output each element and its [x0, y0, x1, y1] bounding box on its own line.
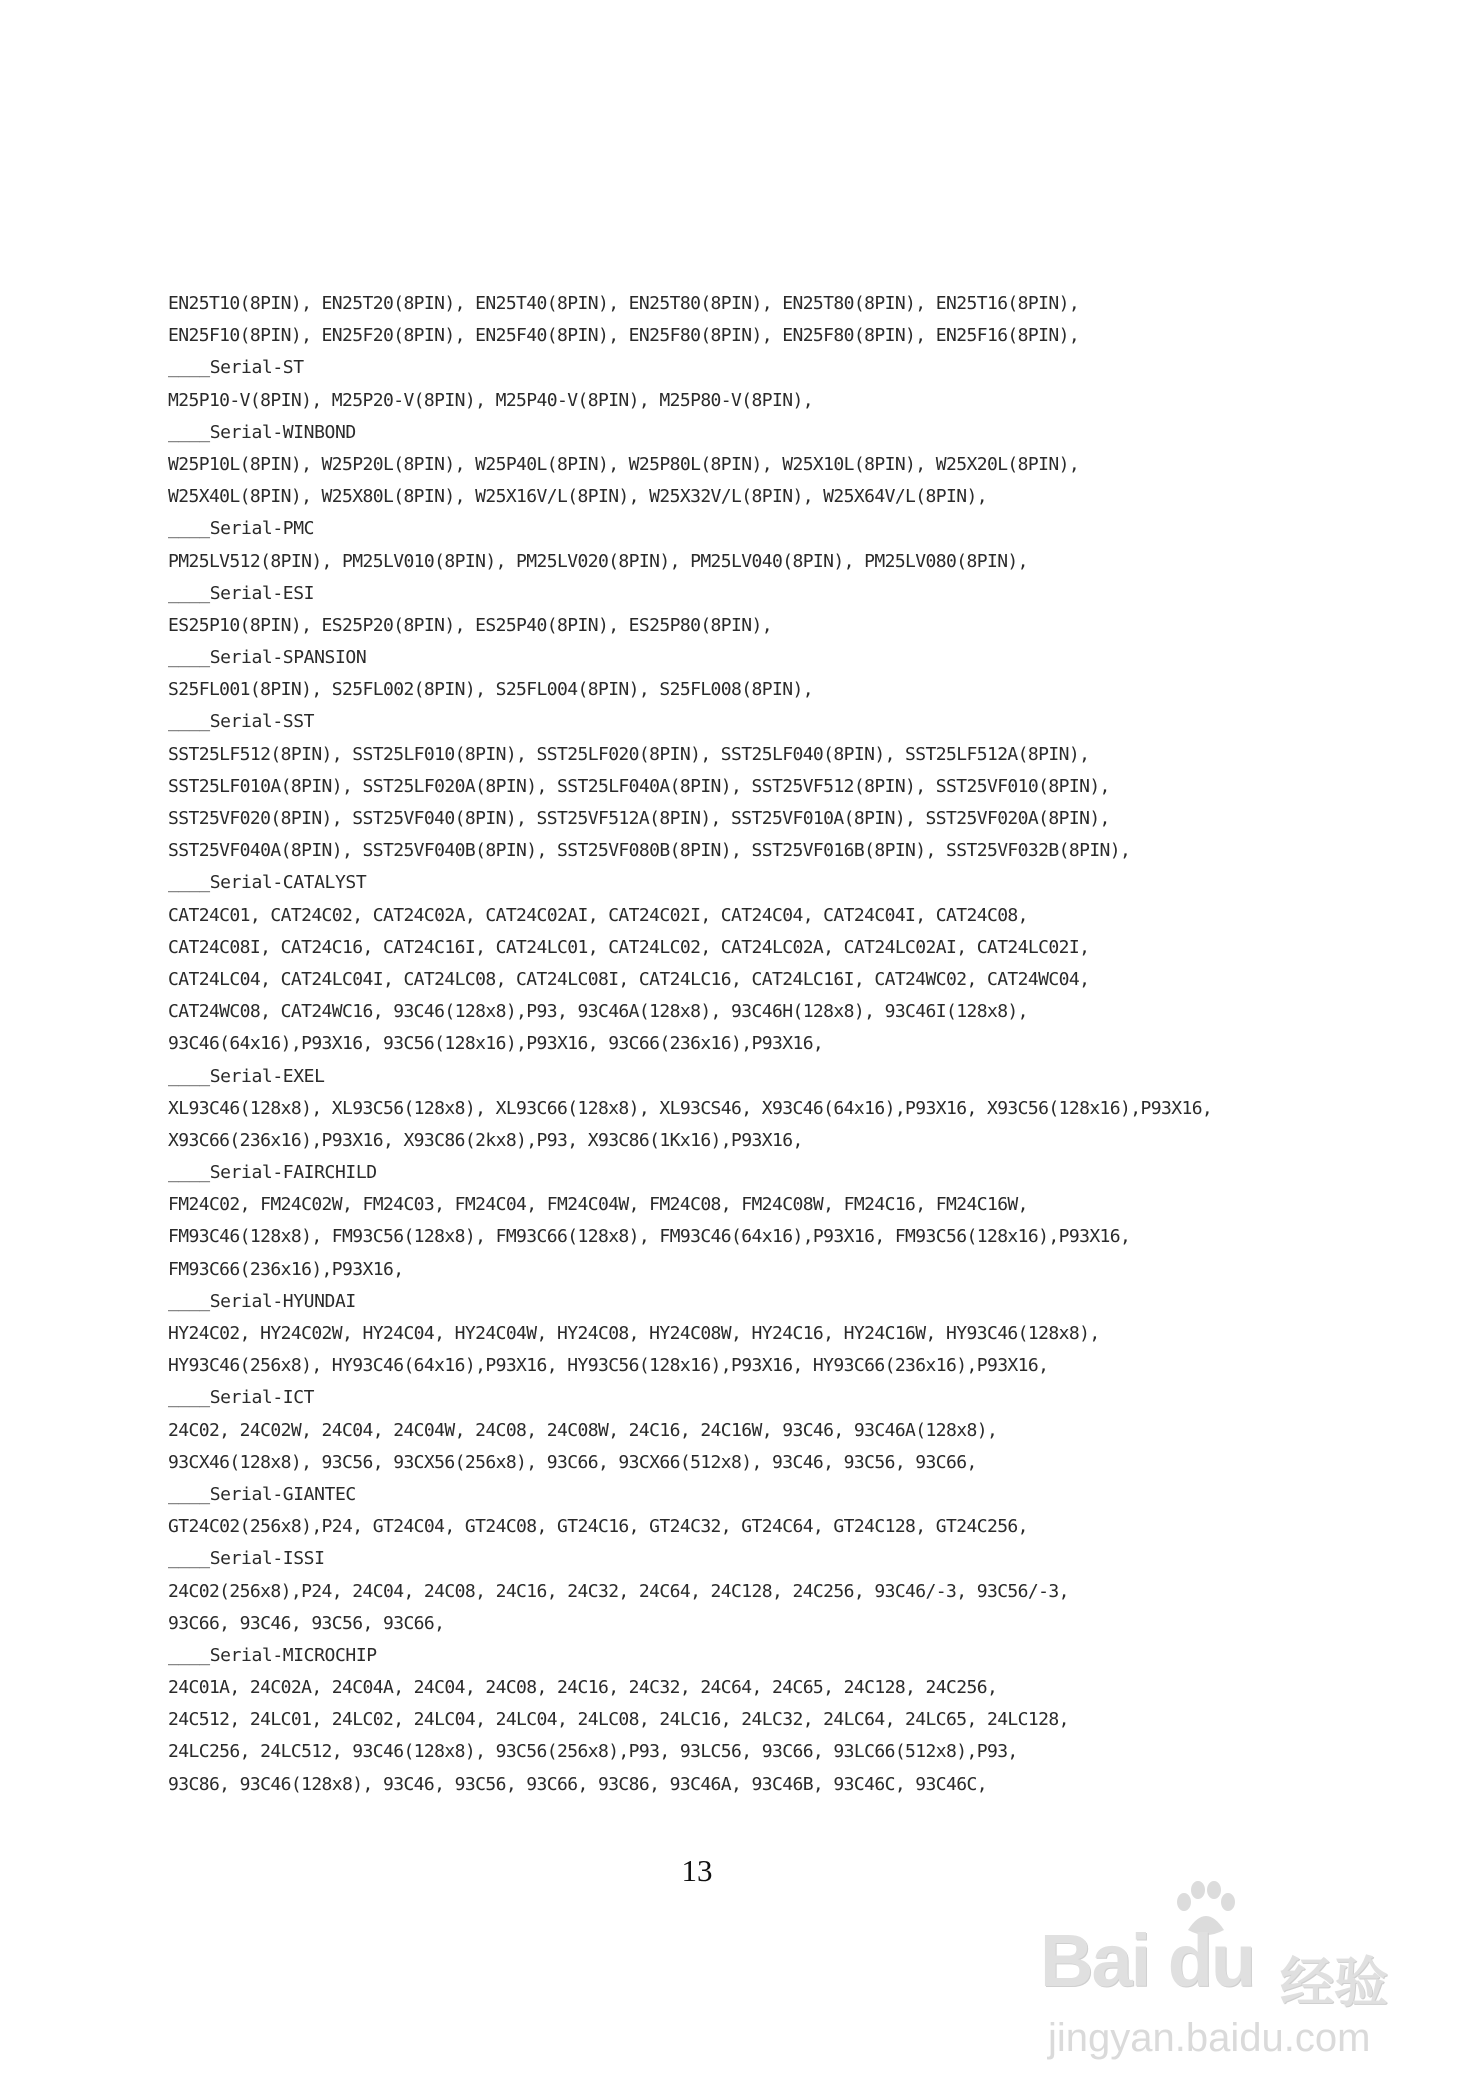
baidu-watermark — [1040, 1880, 1400, 2070]
chip-list-line: EN25T10(8PIN), EN25T20(8PIN), EN25T40(8PIN), EN25T80(8PIN), EN25T80(8PIN), EN25T16(8PIN), — [168, 293, 1080, 314]
watermark-url: jingyan.baidu.com — [1048, 2016, 1371, 2060]
chip-list-line: 24C01A, 24C02A, 24C04A, 24C04, 24C08, 24C16, 24C32, 24C64, 24C65, 24C128, 24C256, — [168, 1677, 998, 1699]
section-heading: ____Serial-ESI — [168, 582, 315, 604]
section-heading: ____Serial-GIANTEC — [168, 1483, 356, 1505]
section-heading: ____Serial-ISSI — [168, 1548, 325, 1570]
chip-list-line: PM25LV512(8PIN), PM25LV010(8PIN), PM25LV020(8PIN), PM25LV040(8PIN), PM25LV080(8PIN), — [168, 550, 1028, 572]
chip-list-line: GT24C02(256x8),P24, GT24C04, GT24C08, GT24C16, GT24C32, GT24C64, GT24C128, GT24C256, — [168, 1516, 1028, 1538]
chip-list-line: EN25F10(8PIN), EN25F20(8PIN), EN25F40(8PIN), EN25F80(8PIN), EN25F80(8PIN), EN25F16(8PIN), — [168, 325, 1080, 347]
section-heading: ____Serial-CATALYST — [168, 872, 367, 894]
chip-list-line: 24LC256, 24LC512, 93C46(128x8), 93C56(256x8),P93, 93LC56, 93C66, 93LC66(512x8),P93, — [168, 1741, 1018, 1763]
chip-list-line: XL93C46(128x8), XL93C56(128x8), XL93C66(128x8), XL93CS46, X93C46(64x16),P93X16, X93C56(128x16),P93X16, — [168, 1097, 1213, 1119]
chip-list — [168, 288, 1318, 1801]
chip-list-line: 93C86, 93C46(128x8), 93C46, 93C56, 93C66, 93C86, 93C46A, 93C46B, 93C46C, 93C46C, — [168, 1773, 987, 1795]
chip-list-line: 93C46(64x16),P93X16, 93C56(128x16),P93X16, 93C66(236x16),P93X16, — [168, 1033, 824, 1055]
section-heading: ____Serial-ICT — [168, 1387, 315, 1409]
chip-list-line: CAT24C08I, CAT24C16, CAT24C16I, CAT24LC01, CAT24LC02, CAT24LC02A, CAT24LC02AI, CAT24LC02I, — [168, 936, 1090, 958]
chip-list-line: CAT24C01, CAT24C02, CAT24C02A, CAT24C02AI, CAT24C02I, CAT24C04, CAT24C04I, CAT24C08, — [168, 904, 1028, 926]
section-heading: ____Serial-SPANSION — [168, 647, 367, 669]
chip-list-line: W25P10L(8PIN), W25P20L(8PIN), W25P40L(8PIN), W25P80L(8PIN), W25X10L(8PIN), W25X20L(8PIN), — [168, 453, 1080, 475]
chip-list-line: SST25VF040A(8PIN), SST25VF040B(8PIN), SST25VF080B(8PIN), SST25VF016B(8PIN), SST25VF032B(8PIN), — [168, 840, 1131, 862]
section-heading: ____Serial-EXEL — [168, 1065, 325, 1087]
section-heading: ____Serial-HYUNDAI — [168, 1290, 356, 1312]
chip-list-line: 24C512, 24LC01, 24LC02, 24LC04, 24LC04, 24LC08, 24LC16, 24LC32, 24LC64, 24LC65, 24LC128, — [168, 1709, 1069, 1731]
chip-list-line: CAT24LC04, CAT24LC04I, CAT24LC08, CAT24LC08I, CAT24LC16, CAT24LC16I, CAT24WC02, CAT24WC04, — [168, 968, 1090, 990]
chip-list-line: W25X40L(8PIN), W25X80L(8PIN), W25X16V/L(8PIN), W25X32V/L(8PIN), W25X64V/L(8PIN), — [168, 486, 987, 508]
section-heading: ____Serial-WINBOND — [168, 421, 356, 443]
section-heading: ____Serial-ST — [168, 357, 304, 379]
watermark-logo: Bai du — [1040, 1919, 1255, 2002]
chip-list-line: X93C66(236x16),P93X16, X93C86(2kx8),P93, X93C86(1Kx16),P93X16, — [168, 1129, 803, 1151]
chip-list-line: FM93C46(128x8), FM93C56(128x8), FM93C66(128x8), FM93C46(64x16),P93X16, FM93C56(128x16),P93X16, — [168, 1226, 1131, 1248]
chip-list-line: HY24C02, HY24C02W, HY24C04, HY24C04W, HY24C08, HY24C08W, HY24C16, HY24C16W, HY93C46(128x8), — [168, 1323, 1100, 1344]
chip-list-line: S25FL001(8PIN), S25FL002(8PIN), S25FL004(8PIN), S25FL008(8PIN), — [168, 679, 813, 701]
section-heading: ____Serial-FAIRCHILD — [168, 1162, 377, 1184]
chip-list-line: SST25LF512(8PIN), SST25LF010(8PIN), SST25LF020(8PIN), SST25LF040(8PIN), SST25LF512A(8PIN), — [168, 743, 1090, 765]
watermark-cn-text: 经验 — [1280, 1951, 1388, 2014]
chip-list-line: 93CX46(128x8), 93C56, 93CX56(256x8), 93C66, 93CX66(512x8), 93C46, 93C56, 93C66, — [168, 1451, 977, 1473]
page-number: 13 — [681, 1853, 713, 1888]
chip-list-line: SST25LF010A(8PIN), SST25LF020A(8PIN), SST25LF040A(8PIN), SST25VF512(8PIN), SST25VF010(8PIN), — [168, 775, 1110, 797]
chip-list-line: ES25P10(8PIN), ES25P20(8PIN), ES25P40(8PIN), ES25P80(8PIN), — [168, 614, 772, 636]
chip-list-line: SST25VF020(8PIN), SST25VF040(8PIN), SST25VF512A(8PIN), SST25VF010A(8PIN), SST25VF020A(8PIN), — [168, 808, 1110, 829]
chip-list-line: M25P10-V(8PIN), M25P20-V(8PIN), M25P40-V(8PIN), M25P80-V(8PIN), — [168, 389, 813, 411]
section-heading: ____Serial-PMC — [168, 518, 315, 540]
chip-list-line: HY93C46(256x8), HY93C46(64x16),P93X16, HY93C56(128x16),P93X16, HY93C66(236x16),P93X16, — [168, 1355, 1049, 1377]
chip-list-line: 93C66, 93C46, 93C56, 93C66, — [168, 1612, 445, 1634]
section-heading: ____Serial-SST — [168, 711, 315, 733]
chip-list-line: 24C02(256x8),P24, 24C04, 24C08, 24C16, 24C32, 24C64, 24C128, 24C256, 93C46/-3, 93C56/-3, — [168, 1580, 1069, 1602]
chip-list-line: CAT24WC08, CAT24WC16, 93C46(128x8),P93, 93C46A(128x8), 93C46H(128x8), 93C46I(128x8), — [168, 1001, 1028, 1023]
section-heading: ____Serial-MICROCHIP — [168, 1644, 377, 1666]
chip-list-line: FM93C66(236x16),P93X16, — [168, 1258, 404, 1280]
chip-list-line: FM24C02, FM24C02W, FM24C03, FM24C04, FM24C04W, FM24C08, FM24C08W, FM24C16, FM24C16W, — [168, 1194, 1028, 1216]
chip-list-line: 24C02, 24C02W, 24C04, 24C04W, 24C08, 24C08W, 24C16, 24C16W, 93C46, 93C46A(128x8), — [168, 1419, 998, 1441]
